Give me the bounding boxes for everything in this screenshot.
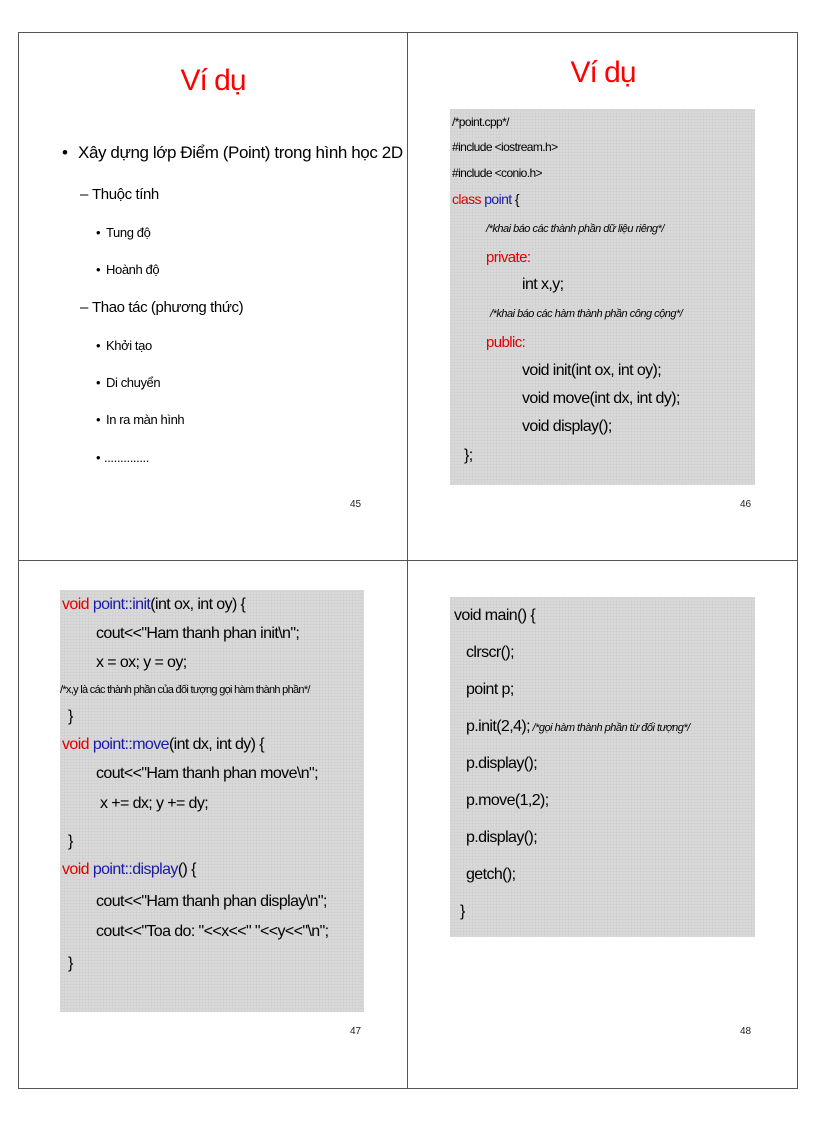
bullet-text: Khởi tạo: [106, 338, 152, 353]
code-line: void move(int dx, int dy);: [522, 390, 680, 407]
code-line: [62, 596, 245, 614]
bullet-text: Thao tác (phương thức): [92, 299, 244, 316]
code-line: void main() {: [454, 607, 536, 624]
code-line: p.display();: [466, 829, 538, 846]
bullet-text: Xây dựng lớp Điểm (Point) trong hình học 2D: [78, 143, 403, 162]
bullet-marker: •: [96, 412, 101, 427]
code-text: p.init(2,4);: [466, 718, 530, 735]
code-line: cout<<"Ham thanh phan display\n";: [96, 893, 327, 910]
code-keyword: void: [62, 596, 89, 613]
code-line: cout<<"Ham thanh phan init\n";: [96, 625, 300, 642]
slide-title: Ví dụ: [180, 64, 246, 97]
code-identifier: point: [484, 191, 512, 207]
code-identifier: point::move: [92, 736, 169, 753]
code-comment: /*gọi hàm thành phần từ đối tượng*/: [529, 722, 690, 734]
code-keyword: void: [62, 861, 89, 878]
code-line: clrscr();: [466, 644, 514, 661]
code-block: [60, 590, 364, 1012]
bullet-text: ..............: [104, 450, 149, 465]
bullet-marker: •: [62, 143, 68, 162]
code-identifier: point::display: [92, 861, 178, 878]
code-line: /*point.cpp*/: [452, 115, 509, 129]
bullet-marker: •: [96, 450, 101, 465]
code-line: }: [460, 903, 465, 920]
code-line: #include <conio.h>: [452, 166, 542, 180]
code-line: void display();: [522, 418, 612, 435]
code-line: p.move(1,2);: [466, 792, 549, 809]
code-line: [466, 718, 690, 736]
bullet-marker: •: [96, 338, 101, 353]
code-line: cout<<"Ham thanh phan move\n";: [96, 765, 318, 782]
bullet-text: In ra màn hình: [106, 412, 185, 427]
code-line: x += dx; y += dy;: [100, 795, 209, 812]
code-line: int x,y;: [522, 276, 564, 293]
code-line: x = ox; y = oy;: [96, 654, 187, 671]
code-keyword: private:: [486, 249, 531, 266]
code-line: void init(int ox, int oy);: [522, 362, 662, 379]
code-comment: /*x,y là các thành phần của đối tượng gọi hàm thành phần*/: [60, 684, 310, 696]
bullet-text: Di chuyển: [106, 375, 161, 390]
bullet-marker: •: [96, 262, 101, 277]
code-line: point p;: [466, 681, 514, 698]
bullet-marker: –: [80, 186, 88, 203]
page-number: 46: [740, 499, 752, 510]
bullet-marker: –: [80, 299, 88, 316]
code-line: #include <iostream.h>: [452, 140, 558, 154]
code-line: }: [68, 708, 73, 725]
bullet-marker: •: [96, 375, 101, 390]
code-keyword: void: [62, 736, 89, 753]
code-line: getch();: [466, 866, 516, 883]
code-text: (int ox, int oy) {: [150, 596, 246, 613]
bullet-text: Thuộc tính: [92, 186, 159, 203]
page-number: 48: [740, 1026, 752, 1037]
page-number: 47: [350, 1026, 362, 1037]
bullet-text: Hoành độ: [106, 262, 160, 277]
code-line: cout<<"Toa do: "<<x<<" "<<y<<"\n";: [96, 923, 329, 940]
code-block: [450, 109, 755, 485]
code-line: [452, 191, 519, 207]
code-line: p.display();: [466, 755, 538, 772]
code-keyword: class: [452, 191, 481, 207]
code-comment: /*khai báo các hàm thành phần công cộng*/: [490, 308, 683, 320]
code-line: [62, 736, 264, 754]
bullet-text: Tung độ: [106, 225, 151, 240]
code-text: () {: [177, 861, 196, 878]
code-identifier: point::init: [92, 596, 151, 613]
code-line: };: [464, 447, 473, 464]
code-line: }: [68, 833, 73, 850]
row-divider: [18, 560, 798, 561]
code-comment: /*khai báo các thành phần dữ liệu riêng*/: [486, 223, 664, 235]
code-text: {: [511, 191, 519, 207]
code-line: [62, 861, 196, 879]
code-keyword: public:: [486, 334, 526, 351]
code-text: (int dx, int dy) {: [168, 736, 264, 753]
slide-title: Ví dụ: [570, 56, 636, 89]
code-line: }: [68, 955, 73, 972]
page-number: 45: [350, 499, 362, 510]
code-block: [450, 597, 755, 937]
bullet-marker: •: [96, 225, 101, 240]
